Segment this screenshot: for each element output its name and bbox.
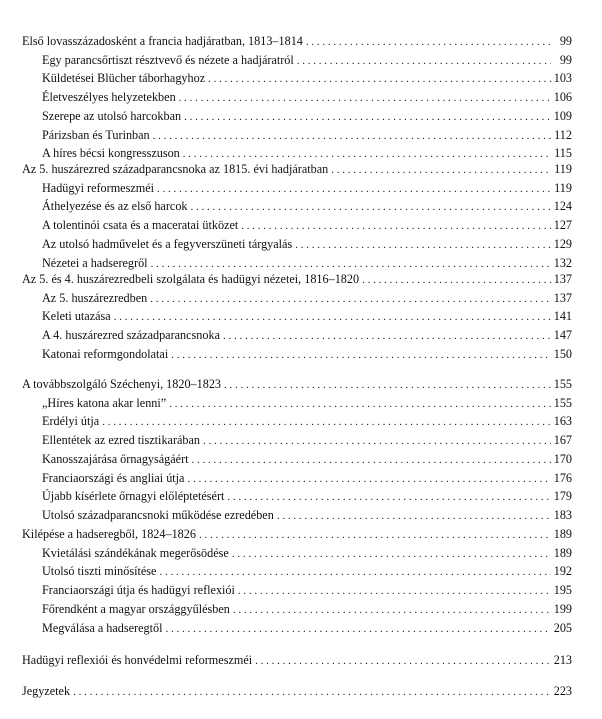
dot-leader xyxy=(208,70,551,88)
page-number: 119 xyxy=(554,180,572,195)
page-number: 167 xyxy=(553,433,572,448)
section-title: Első lovasszázadosként a francia hadjáratban, 1813–1814 xyxy=(22,34,303,48)
dot-leader xyxy=(199,526,551,544)
page-number: 176 xyxy=(553,470,572,485)
page-number: 192 xyxy=(553,564,572,579)
toc-subentry xyxy=(42,619,572,637)
toc-subentry xyxy=(42,307,572,325)
toc-subentry xyxy=(42,394,572,412)
subentry-title: Kanosszajárása őrnagyságáért xyxy=(42,451,189,466)
subentry-title: Katonai reformgondolatai xyxy=(42,346,169,361)
page-number: 99 xyxy=(559,52,572,67)
subentry-title: Utolsó századparancsnoki működése ezredében xyxy=(42,507,274,522)
subentry-title: Utolsó tiszti minősítése xyxy=(42,564,157,579)
dot-leader xyxy=(192,451,551,469)
page-number: 205 xyxy=(553,620,572,635)
dot-leader xyxy=(362,271,551,289)
page-number: 155 xyxy=(553,377,572,391)
page-number: 150 xyxy=(553,346,572,361)
toc-subentry xyxy=(42,69,572,87)
page-number: 179 xyxy=(553,489,572,504)
subentry-title: Kvietálási szándékának megerősödése xyxy=(42,545,229,560)
section-title: Jegyzetek xyxy=(22,684,71,698)
subentry-title: A 4. huszárezred századparancsnoka xyxy=(42,328,220,343)
subentry-title: Ellentétek az ezred tisztikarában xyxy=(42,433,201,448)
dot-leader xyxy=(277,507,551,525)
page-number: 112 xyxy=(554,127,572,142)
subentry-title: Főrendként a magyar országgyűlésben xyxy=(42,601,230,616)
subentry-title: A tolentinói csata és a maceratai ütközet xyxy=(42,218,239,233)
page-number: 99 xyxy=(559,34,572,48)
page-number: 119 xyxy=(554,162,572,176)
dot-leader xyxy=(191,198,551,216)
page-number: 141 xyxy=(553,309,572,324)
page-number: 163 xyxy=(553,414,572,429)
subentry-title: Megválása a hadseregtől xyxy=(42,620,163,635)
section-title: Az 5. huszárezred századparancsnoka az 1815. évi hadjáratban xyxy=(22,162,329,176)
toc-section-entry xyxy=(22,651,572,669)
page-number: 106 xyxy=(553,90,572,105)
dot-leader xyxy=(233,601,551,619)
toc-subentry xyxy=(42,88,572,106)
page-number: 115 xyxy=(554,146,572,161)
dot-leader xyxy=(179,89,551,107)
dot-leader xyxy=(114,308,551,326)
page-number: 109 xyxy=(553,108,572,123)
subentry-title: Nézetei a hadseregről xyxy=(42,255,148,270)
dot-leader xyxy=(306,33,551,51)
toc-subentry xyxy=(42,345,572,363)
subentry-title: Hadügyi reformeszméi xyxy=(42,180,155,195)
page-number: 183 xyxy=(553,507,572,522)
subentry-title: Újabb kísérlete őrnagyi előléptetésért xyxy=(42,489,225,504)
toc-subentry xyxy=(42,412,572,430)
toc-section-entry xyxy=(22,270,572,288)
toc-section-entry xyxy=(22,525,572,543)
section-title: Hadügyi reflexiói és honvédelmi reformeszméi xyxy=(22,653,253,667)
subentry-title: Szerepe az utolsó harcokban xyxy=(42,108,182,123)
dot-leader xyxy=(203,432,551,450)
page-number: 189 xyxy=(553,527,572,541)
dot-leader xyxy=(165,620,550,638)
subentry-title: Franciaországi és angliai útja xyxy=(42,470,185,485)
toc-subentry xyxy=(42,254,572,272)
toc-subentry xyxy=(42,581,572,599)
page-number: 137 xyxy=(553,272,572,286)
dot-leader xyxy=(227,488,550,506)
subentry-title: Keleti utazása xyxy=(42,309,111,324)
toc-subentry xyxy=(42,235,572,253)
toc-section-entry xyxy=(22,682,572,700)
toc-subentry xyxy=(42,289,572,307)
toc-subentry xyxy=(42,326,572,344)
dot-leader xyxy=(223,327,551,345)
toc-subentry xyxy=(42,126,572,144)
page-number: 170 xyxy=(553,451,572,466)
toc-subentry xyxy=(42,506,572,524)
toc-section-entry xyxy=(22,160,572,178)
page-number: 195 xyxy=(553,583,572,598)
subentry-title: Franciaországi útja és hadügyi reflexiói xyxy=(42,583,235,598)
page-number: 127 xyxy=(553,218,572,233)
dot-leader xyxy=(255,652,551,670)
toc-subentry xyxy=(42,431,572,449)
page-number: 213 xyxy=(553,653,572,667)
dot-leader xyxy=(102,413,551,431)
page-number: 137 xyxy=(553,290,572,305)
subentry-title: Az 5. huszárezredben xyxy=(42,290,148,305)
dot-leader xyxy=(187,470,550,488)
toc-subentry xyxy=(42,487,572,505)
subentry-title: Egy parancsőrtiszt résztvevő és nézete a hadjáratról xyxy=(42,52,294,67)
dot-leader xyxy=(224,376,551,394)
dot-leader xyxy=(150,290,550,308)
toc-section-entry xyxy=(22,375,572,393)
page-number: 199 xyxy=(553,601,572,616)
dot-leader xyxy=(184,108,551,126)
page-number: 103 xyxy=(553,71,572,86)
section-title: A továbbszolgáló Széchenyi, 1820–1823 xyxy=(22,377,222,391)
page-number: 189 xyxy=(553,545,572,560)
subentry-title: „Híres katona akar lenni” xyxy=(42,395,167,410)
toc-subentry xyxy=(42,450,572,468)
page-number: 132 xyxy=(553,255,572,270)
subentry-title: Küldetései Blücher táborhagyhoz xyxy=(42,71,206,86)
dot-leader xyxy=(169,395,551,413)
page-number: 223 xyxy=(553,684,572,698)
dot-leader xyxy=(297,52,551,70)
section-title: Az 5. és 4. huszárezredbeli szolgálata és hadügyi nézetei, 1816–1820 xyxy=(22,272,360,286)
page-number: 155 xyxy=(553,395,572,410)
toc-subentry xyxy=(42,216,572,234)
toc-subentry xyxy=(42,197,572,215)
subentry-title: Életveszélyes helyzetekben xyxy=(42,90,176,105)
subentry-title: Párizsban és Turinban xyxy=(42,127,150,142)
dot-leader xyxy=(241,217,550,235)
page-number: 129 xyxy=(553,236,572,251)
section-title: Kilépése a hadseregből, 1824–1826 xyxy=(22,527,196,541)
toc-subentry xyxy=(42,600,572,618)
dot-leader xyxy=(331,161,551,179)
toc-subentry xyxy=(42,51,572,69)
dot-leader xyxy=(171,346,550,364)
page-number: 124 xyxy=(553,199,572,214)
dot-leader xyxy=(295,236,551,254)
toc-subentry xyxy=(42,544,572,562)
toc-section-entry xyxy=(22,32,572,50)
toc-subentry xyxy=(42,179,572,197)
subentry-title: Az utolsó hadművelet és a fegyverszüneti tárgyalás xyxy=(42,236,293,251)
toc-subentry xyxy=(42,469,572,487)
toc-subentry xyxy=(42,107,572,125)
dot-leader xyxy=(238,582,551,600)
dot-leader xyxy=(73,683,551,701)
subentry-title: Áthelyezése és az első harcok xyxy=(42,199,188,214)
toc-subentry xyxy=(42,562,572,580)
dot-leader xyxy=(153,127,551,145)
subentry-title: Erdélyi útja xyxy=(42,414,100,429)
dot-leader xyxy=(232,545,551,563)
page-number: 147 xyxy=(553,328,572,343)
dot-leader xyxy=(157,180,551,198)
dot-leader xyxy=(159,563,550,581)
subentry-title: A híres bécsi kongresszuson xyxy=(42,146,180,161)
